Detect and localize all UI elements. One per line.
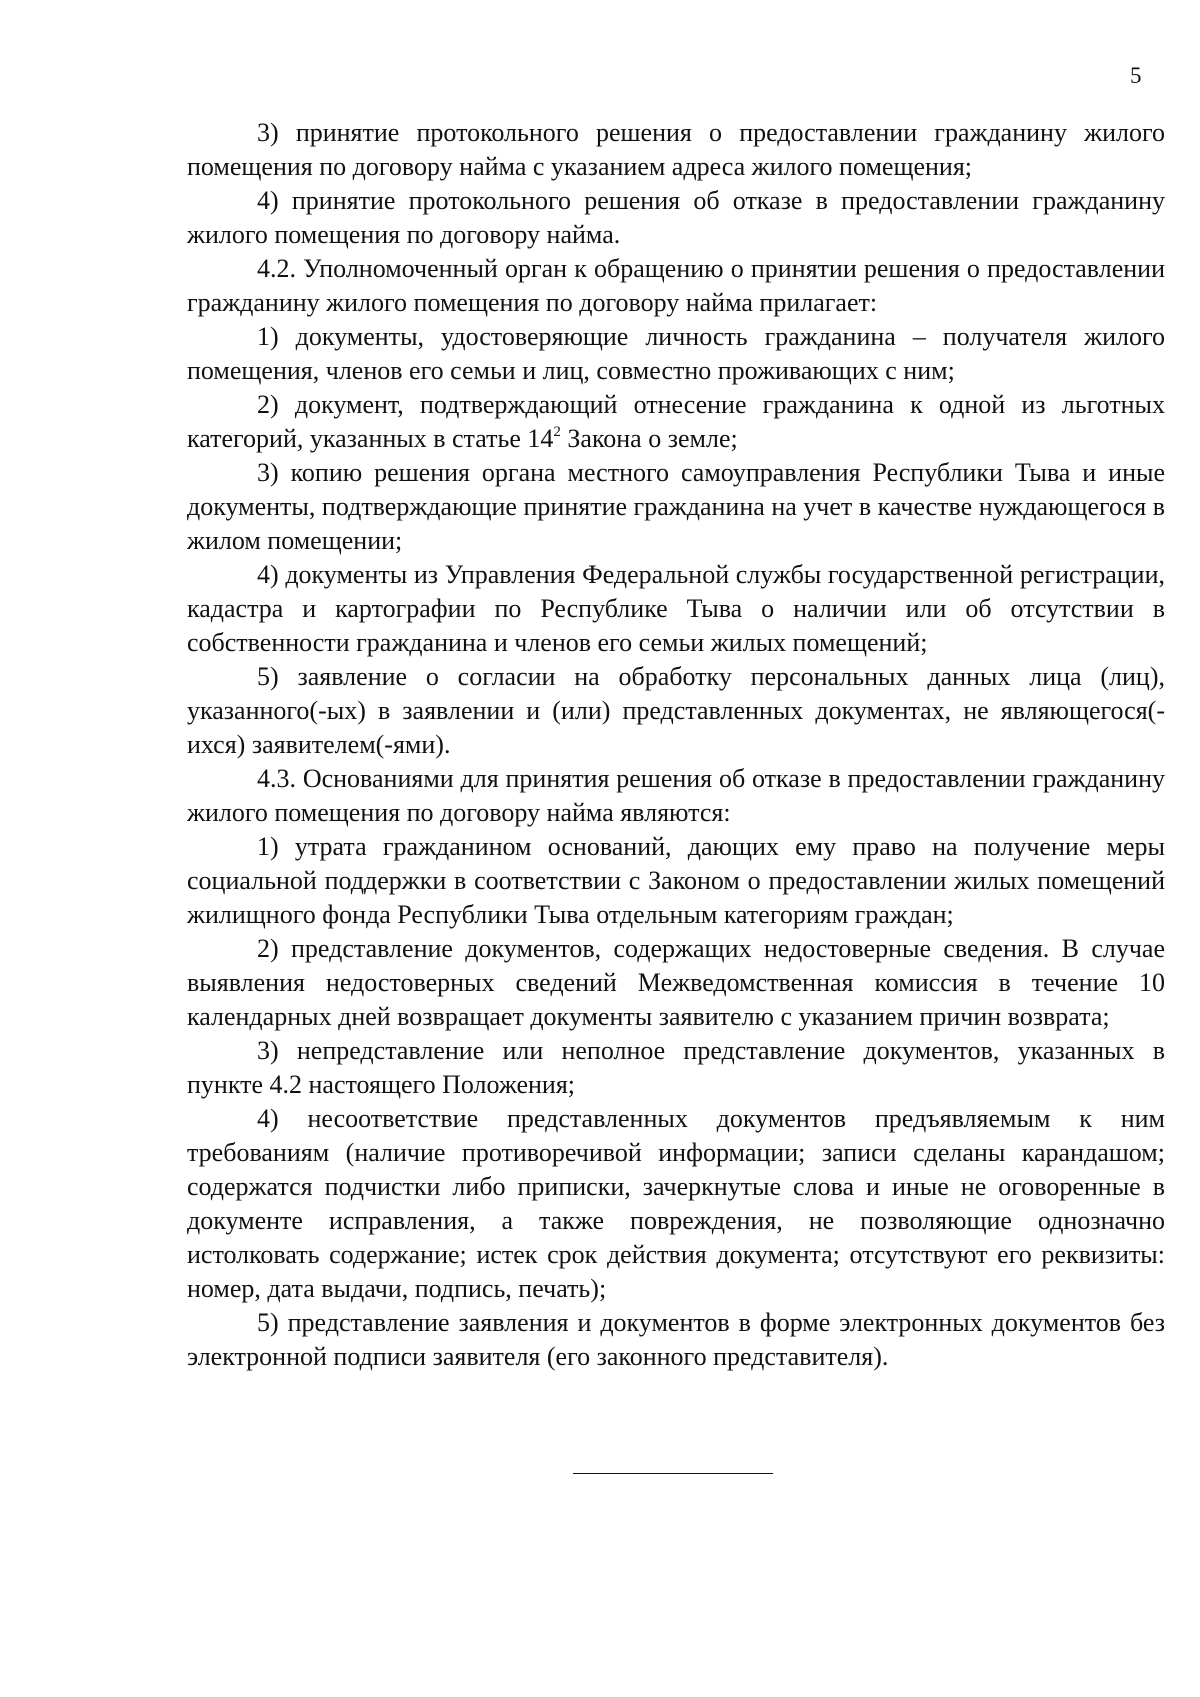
paragraph-section-4-3: 4.3. Основаниями для принятия решения об отказе в предоставлении гражданину жилого помещения по договору найма являются:: [187, 764, 1165, 827]
paragraph-reason-5-no-electronic-signature: 5) представление заявления и документов в форме электронных документов без электронной подписи заявителя (его законного представителя).: [187, 1308, 1165, 1371]
paragraph-item-2-privilege-document: [187, 388, 1165, 456]
paragraph-text-after-superscript: Закона о земле;: [560, 424, 738, 453]
paragraph-item-1-identity-documents: 1) документы, удостоверяющие личность гражданина – получателя жилого помещения, членов его семьи и лиц, совместно проживающих с ним;: [187, 322, 1165, 385]
paragraph-reason-1-loss-of-grounds: 1) утрата гражданином оснований, дающих ему право на получение меры социальной поддержки в соответствии с Законом о предоставлении жилых помещений жилищного фонда Республики Тыва отдельным категориям граждан;: [187, 832, 1165, 929]
page-number: 5: [1130, 63, 1142, 88]
article-superscript: 2: [553, 424, 561, 440]
document-body: [187, 116, 1165, 1374]
paragraph-item-4-registry-documents: 4) документы из Управления Федеральной службы государственной регистрации, кадастра и картографии по Республике Тыва о наличии или об отсутствии в собственности гражданина и членов его семьи жилых помещений;: [187, 560, 1165, 657]
paragraph-item-4-refusal-decision: 4) принятие протокольного решения об отказе в предоставлении гражданину жилого помещения по договору найма.: [187, 186, 1165, 249]
paragraph-reason-3-incomplete-documents: 3) непредставление или неполное представление документов, указанных в пункте 4.2 настоящего Положения;: [187, 1036, 1165, 1099]
paragraph-reason-2-false-information: 2) представление документов, содержащих недостоверные сведения. В случае выявления недостоверных сведений Межведомственная комиссия в течение 10 календарных дней возвращает документы заявителю с указанием причин возврата;: [187, 934, 1165, 1031]
end-of-text-rule: [573, 1473, 773, 1474]
paragraph-item-3-protocol-decision: 3) принятие протокольного решения о предоставлении гражданину жилого помещения по договору найма с указанием адреса жилого помещения;: [187, 118, 1165, 181]
paragraph-reason-4-noncompliant-documents: 4) несоответствие представленных документов предъявляемым к ним требованиям (наличие противоречивой информации; записи сделаны карандашом; содержатся подчистки либо приписки, зачеркнутые слова и иные не оговоренные в документе исправления, а также повреждения, не позволяющие однозначно истолковать содержание; истек срок действия документа; отсутствуют его реквизиты: номер, дата выдачи, подпись, печать);: [187, 1104, 1165, 1303]
paragraph-item-5-personal-data-consent: 5) заявление о согласии на обработку персональных данных лица (лиц), указанного(-ых) в заявлении и (или) представленных документах, не являющегося(-ихся) заявителем(-ями).: [187, 662, 1165, 759]
paragraph-item-3-local-authority-decision: 3) копию решения органа местного самоуправления Республики Тыва и иные документы, подтверждающие принятие гражданина на учет в качестве нуждающегося в жилом помещении;: [187, 458, 1165, 555]
paragraph-text-before-superscript: 2) документ, подтверждающий отнесение гражданина к одной из льготных категорий, указанных в статье 14: [187, 390, 1165, 453]
paragraph-section-4-2: 4.2. Уполномоченный орган к обращению о принятии решения о предоставлении гражданину жилого помещения по договору найма прилагает:: [187, 254, 1165, 317]
